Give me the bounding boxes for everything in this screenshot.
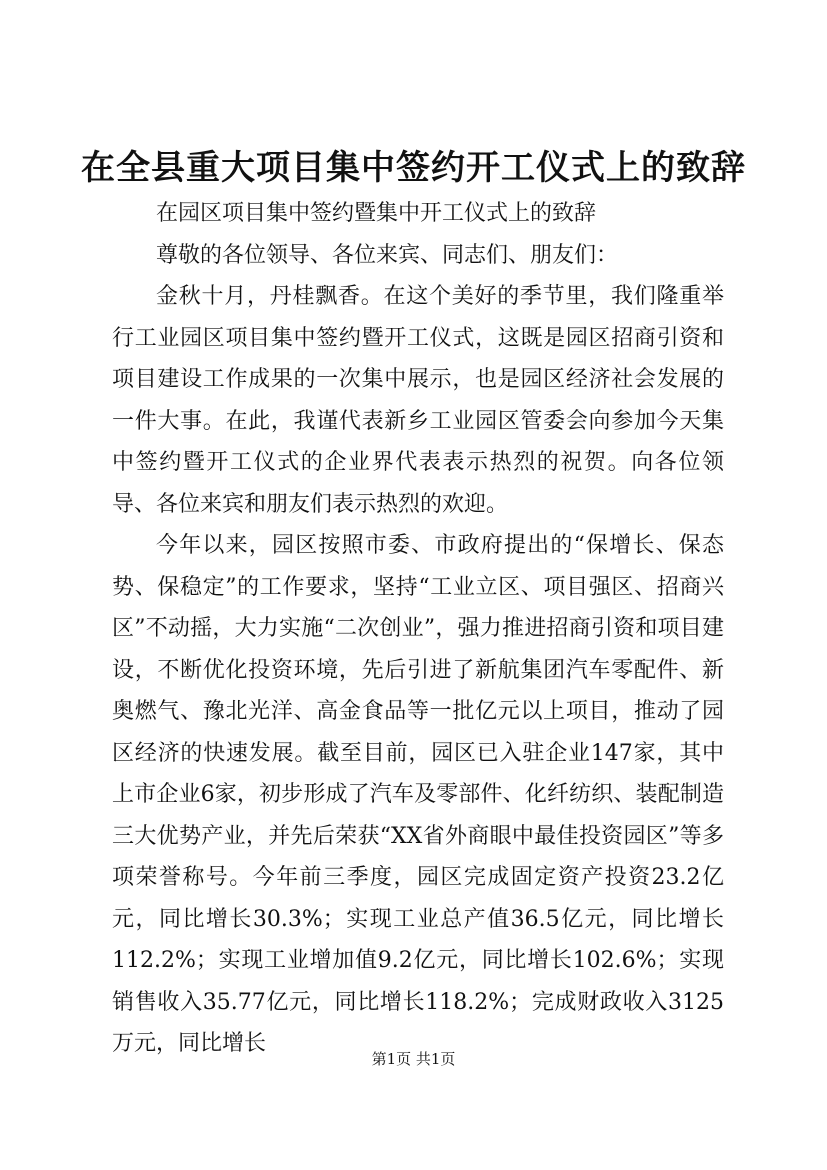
- paragraph-opening: 金秋十月，丹桂飘香。在这个美好的季节里，我们隆重举行工业园区项目集中签约暨开工仪式，这既是园区招商引资和项目建设工作成果的一次集中展示，也是园区经济社会发展的一件大事。在此，我谨代表新乡工业园区管委会向参加今天集中签约暨开工仪式的企业界代表表示热烈的祝贺。向各位领导、各位来宾和朋友们表示热烈的欢迎。: [112, 284, 724, 517]
- document-body: [112, 193, 724, 1065]
- document-subtitle: 在园区项目集中签约暨集中开工仪式上的致辞: [156, 201, 597, 226]
- salutation: 尊敬的各位领导、各位来宾、同志们、朋友们：: [156, 242, 619, 268]
- page-footer: 第1页 共1页: [371, 1050, 456, 1068]
- document-title: 在全县重大项目集中签约开工仪式上的致辞: [81, 148, 746, 188]
- paragraph-achievements: 今年以来，园区按照市委、市政府提出的“保增长、保态势、保稳定”的工作要求，坚持“工业立区、项目强区、招商兴区”不动摇，大力实施“二次创业”，强力推进招商引资和项目建设，不断优化投资环境，先后引进了新航集团汽车零配件、新奥燃气、豫北光洋、高金食品等一批亿元以上项目，推动了园区经济的快速发展。截至目前，园区已入驻企业147家，其中上市企业6家，初步形成了汽车及零部件、化纤纺织、装配制造三大优势产业，并先后荣获“XX省外商眼中最佳投资园区”等多项荣誉称号。今年前三季度，园区完成固定资产投资23.2亿元，同比增长30.3%；实现工业总产值36.5亿元，同比增长112.2%；实现工业增加值9.2亿元，同比增长102.6%；实现销售收入35.77亿元，同比增长118.2%；完成财政收入3125万元，同比增长: [112, 533, 724, 1056]
